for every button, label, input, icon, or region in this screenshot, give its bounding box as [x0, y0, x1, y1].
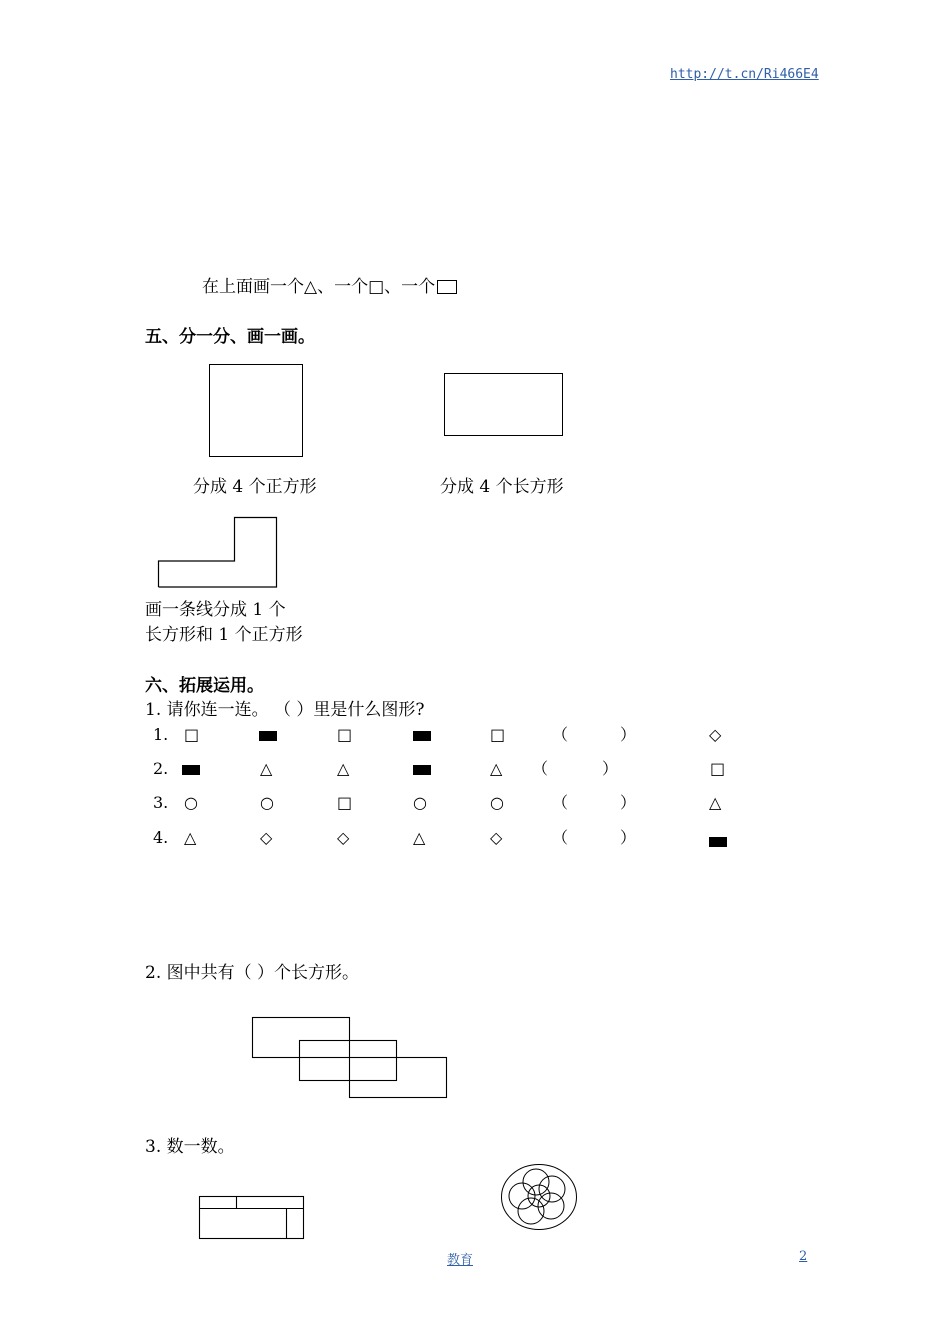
- square-icon: □: [490, 725, 506, 744]
- filled-rectangle-icon: [413, 759, 431, 779]
- triangle-icon: △: [709, 793, 722, 812]
- open-paren: （: [552, 725, 569, 744]
- triangle-icon: △: [413, 828, 426, 847]
- diamond-icon: ◇: [260, 828, 273, 847]
- square-icon: □: [337, 725, 353, 744]
- rectangle-figure: [444, 373, 563, 436]
- question-1: 1. 请你连一连。 （ ）里是什么图形?: [145, 700, 425, 720]
- question-3: 3. 数一数。: [145, 1137, 235, 1157]
- circle-icon: ○: [260, 793, 274, 812]
- open-paren: （: [552, 793, 569, 812]
- diamond-icon: ◇: [490, 828, 503, 847]
- close-paren: ）: [602, 759, 619, 778]
- filled-rectangle-icon: [709, 831, 727, 851]
- page-number: 2: [799, 1249, 808, 1264]
- square-icon: □: [337, 793, 353, 812]
- filled-rectangle-icon: [413, 725, 431, 745]
- filled-rectangle-icon: [182, 759, 200, 779]
- triangle-icon: △: [490, 759, 503, 778]
- header-link[interactable]: http://t.cn/Ri466E4: [670, 67, 819, 82]
- row-number: 4.: [153, 828, 169, 847]
- l-shape-figure: [158, 517, 278, 588]
- instruction-top: [202, 276, 457, 298]
- diamond-icon: ◇: [337, 828, 350, 847]
- triangle-icon: △: [184, 828, 197, 847]
- circles-figure: [500, 1163, 578, 1231]
- open-paren: （: [532, 759, 549, 778]
- overlapping-rectangles-figure: [252, 1017, 448, 1099]
- caption-four-rectangles: 分成 4 个长方形: [440, 477, 564, 497]
- row-number: 3.: [153, 793, 169, 812]
- filled-rectangle-icon: [259, 725, 277, 745]
- row-number: 2.: [153, 759, 169, 778]
- footer-center-link[interactable]: 教育: [447, 1253, 474, 1268]
- caption-l-shape-line2: 长方形和 1 个正方形: [145, 625, 303, 645]
- close-paren: ）: [620, 828, 637, 847]
- question-2: 2. 图中共有（ ）个长方形。: [145, 963, 360, 983]
- caption-l-shape-line1: 画一条线分成 1 个: [145, 600, 286, 620]
- open-paren: （: [552, 828, 569, 847]
- triangle-icon: △: [337, 759, 350, 778]
- square-icon: □: [710, 759, 726, 778]
- close-paren: ）: [620, 793, 637, 812]
- section5-title: 五、分一分、画一画。: [145, 327, 315, 347]
- close-paren: ）: [620, 725, 637, 744]
- circle-icon: ○: [413, 793, 427, 812]
- square-figure: [209, 364, 303, 457]
- triangle-icon: △: [260, 759, 273, 778]
- rectangle-icon: [437, 280, 457, 294]
- circle-icon: ○: [184, 793, 198, 812]
- grid-rectangles-figure: [199, 1196, 305, 1240]
- caption-four-squares: 分成 4 个正方形: [193, 477, 317, 497]
- row-number: 1.: [153, 725, 169, 744]
- square-icon: □: [184, 725, 200, 744]
- diamond-icon: ◇: [709, 725, 722, 744]
- circle-icon: ○: [490, 793, 504, 812]
- section6-title: 六、拓展运用。: [145, 676, 264, 696]
- instruction-top-text: 在上面画一个△、一个□、一个: [202, 277, 436, 297]
